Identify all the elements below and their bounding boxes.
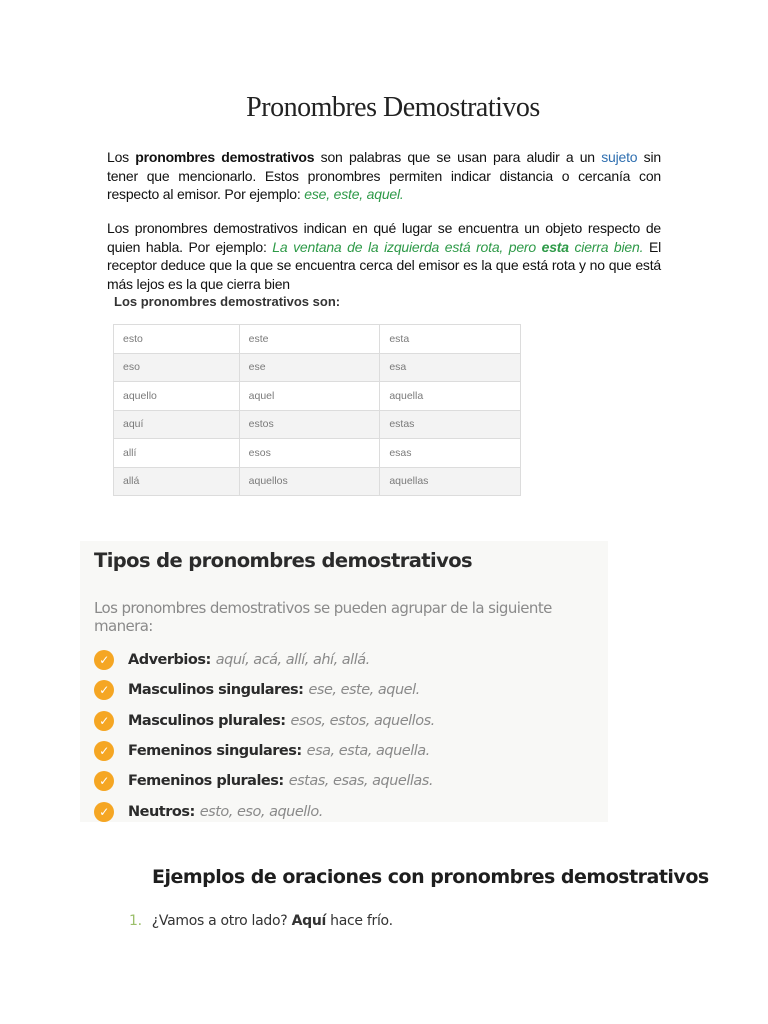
para2-example-bold: esta [541, 238, 569, 255]
check-circle-icon: ✓ [94, 650, 114, 670]
intro-paragraph [107, 148, 661, 204]
example-number: 1. [129, 913, 142, 929]
tipo-label: Femeninos singulares: [128, 743, 302, 760]
para1-text-3: sin tener que mencionarlo. Estos pronombres permiten indicar distancia o cercanía con respecto al emisor. Por ejemplo: [107, 149, 661, 202]
table-cell: aquellos [239, 467, 380, 496]
check-circle-icon: ✓ [94, 741, 114, 761]
table-cell: aquel [239, 382, 380, 411]
check-circle-icon: ✓ [94, 680, 114, 700]
tipo-label: Femeninos plurales: [128, 773, 284, 790]
table-cell: aquello [114, 382, 240, 411]
table-row [114, 325, 521, 354]
table-cell: estos [239, 410, 380, 439]
table-cell: ese [239, 353, 380, 382]
example-post: hace frío. [326, 913, 393, 929]
table-cell: aquí [114, 410, 240, 439]
check-circle-icon: ✓ [94, 771, 114, 791]
para1-text-1: Los [107, 149, 136, 165]
tipo-words: esto, eso, aquello. [199, 803, 323, 820]
table-row [114, 410, 521, 439]
table-row [114, 439, 521, 468]
table-cell: esto [114, 325, 240, 354]
pronoun-table-card [110, 292, 522, 497]
tipos-title: Tipos de pronombres demostrativos [94, 549, 472, 572]
example-strong: Aquí [291, 913, 327, 929]
table-cell: allá [114, 467, 240, 496]
second-paragraph [107, 219, 661, 293]
table-cell: este [239, 325, 380, 354]
table-cell: aquellas [380, 467, 521, 496]
para2-text-2: El receptor deduce que la que se encuentra cerca del emisor es la que está rota y no que está más lejos es la que cierra bien [107, 238, 661, 292]
example-pre: ¿Vamos a otro lado? [151, 913, 292, 929]
ejemplos-title: Ejemplos de oraciones con pronombres demostrativos [152, 866, 709, 888]
tipo-words: esos, estos, aquellos. [290, 712, 435, 729]
tipo-list-item [94, 675, 435, 705]
tipos-card [80, 541, 608, 822]
table-cell: esa [380, 353, 521, 382]
check-circle-icon: ✓ [94, 711, 114, 731]
tipo-label: Adverbios: [128, 652, 211, 669]
tipo-list-item [94, 645, 435, 675]
sujeto-link[interactable]: sujeto [601, 149, 638, 165]
tipo-words: aquí, acá, allí, ahí, allá. [215, 652, 370, 669]
table-cell: esos [239, 439, 380, 468]
tipo-label: Masculinos singulares: [128, 682, 304, 699]
tipo-list-item [94, 766, 435, 796]
para1-example: ese, este, aquel. [304, 186, 404, 202]
example-item [129, 913, 393, 929]
tipo-words: ese, este, aquel. [308, 682, 420, 699]
check-circle-icon: ✓ [94, 802, 114, 822]
table-cell: esas [380, 439, 521, 468]
pronoun-table-title: Los pronombres demostrativos son: [114, 294, 341, 309]
tipos-intro: Los pronombres demostrativos se pueden agrupar de la siguiente manera: [94, 599, 552, 635]
pronoun-table [113, 324, 521, 496]
tipo-list-item [94, 706, 435, 736]
table-cell: eso [114, 353, 240, 382]
para2-example-2: cierra bien. [568, 238, 644, 255]
para1-text-2: son palabras que se usan para aludir a un [314, 149, 602, 165]
table-cell: aquella [380, 382, 521, 411]
table-row [114, 382, 521, 411]
table-row [114, 353, 521, 382]
tipo-words: esa, esta, aquella. [306, 743, 430, 760]
table-row [114, 467, 521, 496]
tipos-list [94, 645, 435, 827]
para2-text-1: Los pronombres demostrativos indican en qué lugar se encuentra un objeto respecto de quien habla. Por ejemplo: [107, 220, 661, 255]
tipo-words: estas, esas, aquellas. [288, 773, 433, 790]
para1-bold-term: pronombres demostrativos [135, 149, 315, 165]
tipo-list-item [94, 736, 435, 766]
tipo-label: Masculinos plurales: [128, 712, 286, 729]
table-cell: esta [380, 325, 521, 354]
table-cell: estas [380, 410, 521, 439]
table-cell: allí [114, 439, 240, 468]
tipo-label: Neutros: [128, 803, 195, 820]
page-title: Pronombres Demostrativos [246, 92, 540, 123]
para2-example-1: La ventana de la izquierda está rota, pero [272, 238, 542, 255]
tipo-list-item [94, 796, 435, 826]
